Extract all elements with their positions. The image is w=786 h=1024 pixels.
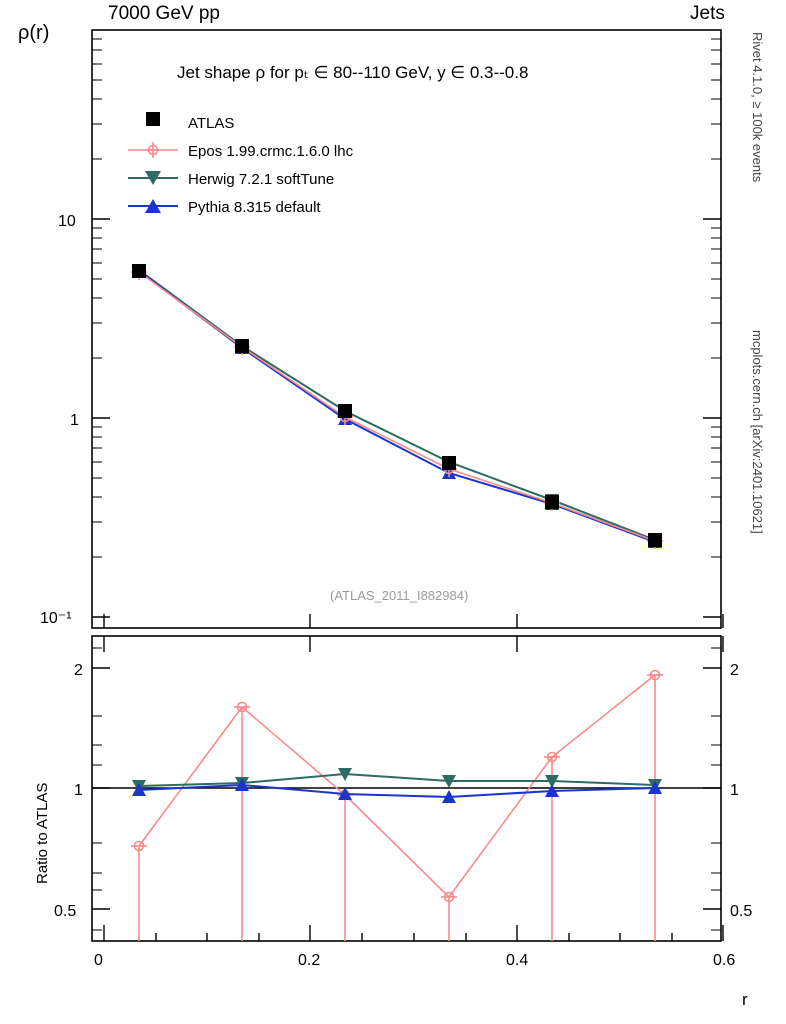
ratio-ytick-right-0: 0.5 bbox=[730, 903, 753, 920]
main-ytick-1: 1 bbox=[70, 412, 79, 429]
ratio-ytick-right-1: 1 bbox=[730, 782, 739, 799]
main-ytick-2: 10 bbox=[58, 213, 76, 230]
xtick-1: 0.2 bbox=[298, 952, 321, 969]
ratio-ytick-left-0: 0.5 bbox=[54, 903, 77, 920]
ratio-xlabel: r bbox=[742, 990, 748, 1009]
series-herwig-main bbox=[132, 264, 662, 547]
series-epos-main bbox=[131, 264, 663, 549]
main-panel-frame bbox=[92, 30, 723, 628]
legend-label-herwig: Herwig 7.2.1 softTune bbox=[188, 171, 335, 188]
legend-marker-atlas bbox=[146, 112, 160, 126]
legend-label-pythia: Pythia 8.315 default bbox=[188, 199, 321, 216]
sidebar-source: mcplots.cern.ch [arXiv:2401.10621] bbox=[750, 330, 765, 534]
main-ylabel: ρ(r) bbox=[18, 22, 50, 44]
xtick-2: 0.4 bbox=[506, 952, 529, 969]
ratio-ylabel: Ratio to ATLAS bbox=[34, 782, 51, 884]
legend-label-atlas: ATLAS bbox=[188, 115, 235, 132]
series-atlas-main bbox=[132, 264, 662, 547]
main-title-text: Jet shape ρ for pₜ ∈ 80--110 GeV, y ∈ 0.3--0.8 bbox=[177, 63, 529, 82]
sidebar-rivet-version: Rivet 4.1.0, ≥ 100k events bbox=[750, 32, 765, 183]
legend-marker-pythia bbox=[128, 199, 178, 213]
legend-marker-herwig bbox=[128, 171, 178, 185]
main-ytick-0: 10⁻¹ bbox=[40, 610, 72, 627]
series-epos-ratio bbox=[131, 671, 663, 942]
ratio-ytick-right-2: 2 bbox=[730, 662, 739, 679]
legend-label-epos: Epos 1.99.crmc.1.6.0 lhc bbox=[188, 143, 354, 160]
legend-marker-epos bbox=[128, 142, 178, 158]
ratio-ytick-left-1: 1 bbox=[74, 782, 83, 799]
header-left: 7000 GeV pp bbox=[108, 3, 220, 24]
dataset-watermark: (ATLAS_2011_I882984) bbox=[330, 588, 469, 603]
ratio-ytick-left-2: 2 bbox=[74, 662, 83, 679]
series-pythia-main bbox=[132, 264, 662, 548]
xtick-3: 0.6 bbox=[713, 952, 736, 969]
header-right: Jets bbox=[690, 3, 725, 24]
xtick-0: 0 bbox=[94, 952, 103, 969]
